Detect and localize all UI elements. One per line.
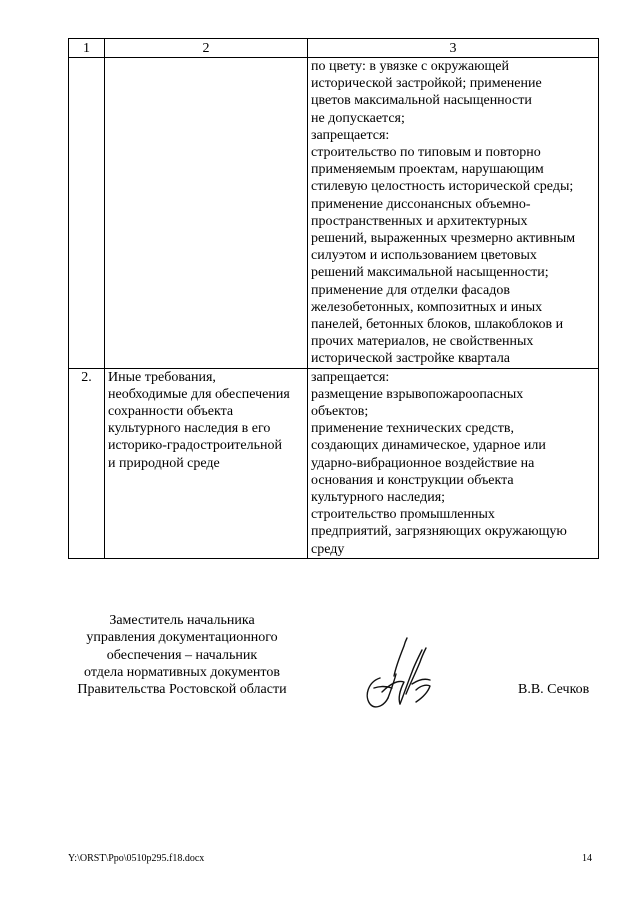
text-line: размещение взрывопожароопасных <box>311 386 524 402</box>
text-line: Иные требования, <box>108 369 216 385</box>
text-line: строительство промышленных <box>311 507 495 523</box>
text-line: создающих динамическое, ударное или <box>311 438 546 454</box>
text-line: историко-градостроительной <box>108 438 282 454</box>
text-line: решений, выраженных чрезмерно активным <box>311 231 576 247</box>
page-number: 14 <box>582 853 592 864</box>
text-line: ударно-вибрационное воздействие на <box>311 455 535 471</box>
requirement-name-cell <box>105 368 308 558</box>
text-line: исторической застройке квартала <box>311 351 511 367</box>
text-line: объектов; <box>311 404 369 420</box>
text-line: предприятий, загрязняющих окружающую <box>311 524 567 540</box>
header-cell: 2 <box>105 39 308 58</box>
text-line: строительство по типовым и повторно <box>311 145 541 161</box>
text-line: применение диссонансных объемно- <box>311 196 531 212</box>
table-row <box>69 368 599 558</box>
position-line: обеспечения – начальник <box>106 647 258 663</box>
text-line: панелей, бетонных блоков, шлакоблоков и <box>311 317 564 333</box>
requirement-text-cell <box>308 368 599 558</box>
text-line: исторической застройкой; применение <box>311 76 542 92</box>
text-line: необходимые для обеспечения <box>108 386 290 402</box>
text-line: культурного наследия в его <box>108 421 271 437</box>
text-line: применение для отделки фасадов <box>311 282 510 298</box>
position-line: отдела нормативных документов <box>84 664 280 680</box>
table-header-row <box>69 39 599 58</box>
text-line: железобетонных, композитных и иных <box>311 299 543 315</box>
position-line: Заместитель начальника <box>109 613 255 628</box>
text-line: применение технических средств, <box>311 421 515 437</box>
text-line: решений максимальной насыщенности; <box>311 265 549 281</box>
position-line: Правительства Ростовской области <box>77 682 287 698</box>
row-number-cell: 2. <box>69 368 105 558</box>
signatory-position <box>62 612 302 698</box>
text-line: запрещается: <box>311 127 390 143</box>
document-file-path: Y:\ORST\Ppo\0510p295.f18.docx <box>68 853 205 864</box>
text-line: среду <box>311 541 345 557</box>
requirement-name-cell <box>105 58 308 369</box>
text-line: прочих материалов, не свойственных <box>311 334 534 350</box>
text-line: основания и конструкции объекта <box>311 472 514 488</box>
text-line: не допускается; <box>311 110 405 126</box>
header-cell: 1 <box>69 39 105 58</box>
handwritten-signature <box>360 632 436 716</box>
header-cell: 3 <box>308 39 599 58</box>
position-line: управления документационного <box>86 630 278 646</box>
signatory-name: В.В. Сечков <box>518 682 590 697</box>
text-line: пространственных и архитектурных <box>311 213 528 229</box>
text-line: применяемым проектам, нарушающим <box>311 162 544 178</box>
text-line: культурного наследия; <box>311 490 446 506</box>
text-line: цветов максимальной насыщенности <box>311 93 532 109</box>
text-line: по цвету: в увязке с окружающей <box>311 59 510 74</box>
text-line: и природной среде <box>108 455 220 471</box>
text-line: силуэтом и использованием цветовых <box>311 248 537 264</box>
text-line: сохранности объекта <box>108 404 234 420</box>
requirements-table <box>68 38 599 559</box>
row-number-cell <box>69 58 105 369</box>
text-line: запрещается: <box>311 369 390 385</box>
table-row <box>69 58 599 369</box>
text-line: стилевую целостность исторической среды; <box>311 179 574 195</box>
requirement-text-cell <box>308 58 599 369</box>
